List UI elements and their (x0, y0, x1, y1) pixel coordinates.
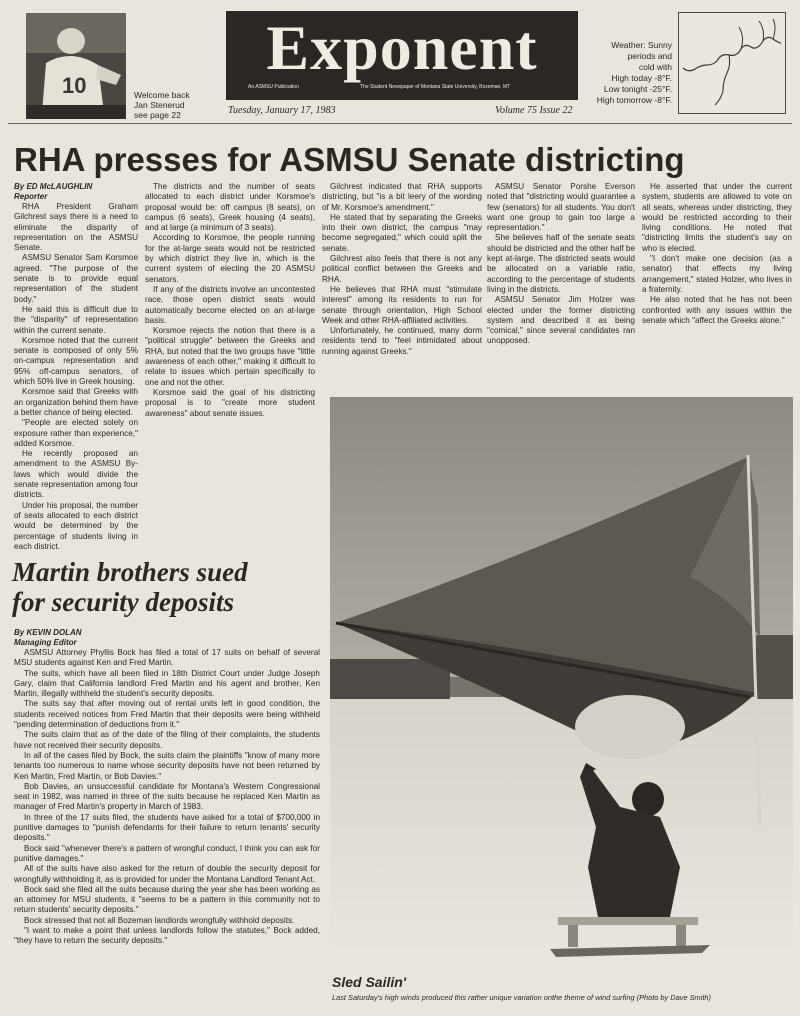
welcome-back-teaser (134, 90, 224, 120)
story1-paragraph: She believes half of the senate seats should be districted and the other half be kept at-large. The districted seats would be allocated on a variable ratio, according to the percentage of students living in the districts. (487, 233, 635, 294)
story1-column-1 (14, 182, 138, 552)
issue-date: Tuesday, January 17, 1983 (228, 105, 336, 116)
story2-paragraph: ASMSU Attorney Phyllis Bock has filed a total of 17 suits on behalf of several MSU students against Ken and Fred Martin. (14, 648, 320, 668)
photo-caption-text: Last Saturday's high winds produced this rather unique variation onthe theme of wind surfing (Photo by Dave Smith) (332, 993, 711, 1002)
story1-paragraph: Gilchrest indicated that RHA supports districting, but "is a bit leery of the wording of Mr. Korsmoe's amendment." (322, 182, 482, 212)
story1-paragraph: Korsmoe said the goal of his districting proposal is to "create more student awareness" about senate issues. (145, 387, 315, 418)
weather-line-4: High today -8°F. (611, 73, 672, 83)
story1-paragraph: Gilchrest also feels that there is not any political conflict between the Greeks and RHA. (322, 254, 482, 284)
story1-paragraph: He believes that RHA must "stimulate interest" among its residents to run for senate through orientation, High School Week and other RHA-affiliated activities. (322, 284, 482, 325)
story1-paragraph: Korsmoe noted that the current senate is composed of only 5% on-campus representation and 95% off-campus senators, of which 50% live in Greek housing. (14, 335, 138, 387)
story2-paragraph: The suits, which have all been filed in 18th District Court under Judge Joseph Gary, claim that California landlord Fred Martin and his agent and brother, Ken Martin, illegally withheld the student's security deposits. (14, 668, 320, 699)
story2-paragraph: Bock stressed that not all Bozeman landlords wrongfully withhold deposits. (24, 915, 295, 925)
lead-headline: RHA presses for ASMSU Senate districting (14, 141, 685, 178)
welcome-line-3: see page 22 (134, 110, 181, 120)
story1-byline-role: Reporter (14, 192, 48, 201)
issue-volume: Volume 75 Issue 22 (495, 105, 573, 116)
story1-paragraph: He asserted that under the current system, students are allowed to vote on all seats, whereas under districting, they would be restricted according to their living conditions. He noted that "districting limits the student's say on who is elected. (642, 182, 792, 253)
story1-paragraph: Korsmoe rejects the notion that there is a "political struggle" between the Greeks and RHA, but noted that the two groups have "little awareness of each other," making it difficult to relate to issues which pertain specifically to one and not the other. (145, 326, 315, 387)
story2-byline-role: Managing Editor (14, 638, 77, 647)
story1-paragraph: Korsmoe said that Greeks with an organization behind them have a better chance of being elected. (14, 387, 138, 417)
story2-headline-line-2: for security deposits (12, 587, 234, 617)
story1-paragraph: ASMSU Senator Jim Holzer was elected under the former districting system and described it as being "comical," since several candidates ran unopposed. (487, 295, 635, 346)
story2-headline (12, 557, 322, 617)
story2-paragraph: All of the suits have also asked for the return of double the security deposit for wrongfully withholding it, as is provided for under the Montana Landlord Tenant Act. (14, 864, 320, 884)
weather-box (592, 40, 672, 106)
welcome-line-1: Welcome back (134, 90, 190, 100)
masthead-tagline-left: An ASMSU Publication (248, 84, 299, 90)
story1-column-5 (642, 182, 792, 326)
story1-paragraph: According to Korsmoe, the people running for the at-large seats would not be restricted by which district they live in, which is the current system of electing the 20 ASMSU senators. (145, 233, 315, 284)
story1-paragraph: He stated that by separating the Greeks into their own district, the campus "may become segregated," which could split the senate. (322, 212, 482, 253)
story2-paragraph: The suits say that after moving out of rental units left in good condition, the students received notices from Fred Martin that their deposits were being withheld "pending determination of deductions from it." (14, 699, 320, 730)
story1-paragraph: Under his proposal, the number of seats allocated to each district would be determined by the percentage of students living in each district. (14, 500, 138, 551)
weather-line-1: Weather: Sunny (611, 40, 672, 50)
football-player-thumbnail (26, 13, 126, 119)
story1-paragraph: Unfortunately, he continued, many dorm residents tend to "feel intimidated about running against Greeks." (322, 326, 482, 356)
masthead (226, 11, 578, 100)
story1-paragraph: "People are elected solely on exposure rather than experience," added Korsmoe. (14, 418, 138, 448)
story1-column-2 (145, 182, 315, 419)
story1-byline: By ED McLAUGHLIN (14, 182, 93, 191)
masthead-tagline-right: The Student Newspaper of Montana State University, Bozeman, MT (360, 84, 511, 90)
story2-headline-line-1: Martin brothers sued (12, 557, 248, 587)
story1-paragraph: ASMSU Senator Porshe Everson noted that "districting would guarantee a few (senators) for all students. You don't want one group to gain too large a representation." (487, 182, 635, 233)
story2-paragraph: Bob Davies, an unsuccessful candidate for Montana's Western Congressional seat in 1982, was named in three of the suits because he replaced Ken Martin as manager of Fred Martin's property in March of 1983. (14, 781, 320, 812)
story1-paragraph: RHA President Graham Gilchrest says there is a need to eliminate the disparity of representation on the ASMSU Senate. (14, 202, 138, 253)
weather-line-5: Low tonight -25°F. (603, 84, 672, 94)
story1-paragraph: ASMSU Senator Sam Korsmoe agreed. "The purpose of the senate is to provide equal representation of the student body." (14, 253, 138, 304)
svg-text:10: 10 (62, 73, 87, 98)
story1-paragraph: The districts and the number of seats allocated to each district under Korsmoe's proposal would be: off campus (8 seats), on campus (6 seats), Greek housing (4 seats), and at large (a minimum of 3 seats). (145, 182, 315, 233)
photo-caption-title: Sled Sailin' (332, 974, 407, 990)
story1-paragraph: He also noted that he has not been confronted with any issues within the senate which "affect the Greeks alone." (642, 295, 792, 325)
story2-body (14, 628, 320, 947)
weather-line-6: High tomorrow -8°F. (596, 95, 672, 105)
story2-paragraph: In all of the cases filed by Bock, the suits claim the plaintiffs "know of many more tenants too numerous to name whose security deposits have not been returned by Ken Martin, Fred Martin, or Bob Davies." (14, 750, 320, 781)
story1-paragraph: "I don't make one decision (as a senator) that effects my living arrangement," stated Holzer, who lives in a fraternity. (642, 254, 792, 294)
story1-paragraph: He said this is difficult due to the "disparity" of representation within the current senate. (14, 304, 138, 335)
weather-line-3: cold with (638, 62, 672, 72)
sled-sailing-photo (330, 397, 793, 970)
weather-line-2: periods and (627, 51, 672, 61)
story1-column-3 (322, 182, 482, 357)
masthead-rule (8, 123, 792, 124)
story2-paragraph: Bock said she filed all the suits because during the year she has been working as an attorney for MSU students, it "seems to be a pattern in this community not to return students' security deposits." (14, 884, 320, 915)
story2-paragraph: Bock said "whenever there's a pattern of wrongful conduct, I think you can ask for punitive damages." (14, 843, 320, 863)
weather-map (678, 12, 786, 114)
story1-column-4 (487, 182, 635, 347)
story1-paragraph: If any of the districts involve an uncontested race, those open district seats would automatically become elected on an at-large basis. (145, 284, 315, 325)
story2-paragraph: The suits claim that as of the date of the filing of their complaints, the students have not received their security deposits. (14, 730, 320, 750)
story2-paragraph: "I want to make a point that unless landlords follow the statutes," Bock added, "they have to return the security deposits." (14, 926, 320, 946)
story1-paragraph: He recently proposed an amendment to the ASMSU By-laws which would divide the senate representation among four districts. (14, 449, 138, 500)
story2-paragraph: In three of the 17 suits filed, the students have asked for a total of $700,000 in punitive damages to "punish defendants for their failure to return tenants' security deposits." (14, 812, 320, 843)
welcome-line-2: Jan Stenerud (134, 100, 185, 110)
story2-byline: By KEVIN DOLAN (14, 628, 82, 637)
newspaper-title: Exponent (266, 12, 538, 83)
